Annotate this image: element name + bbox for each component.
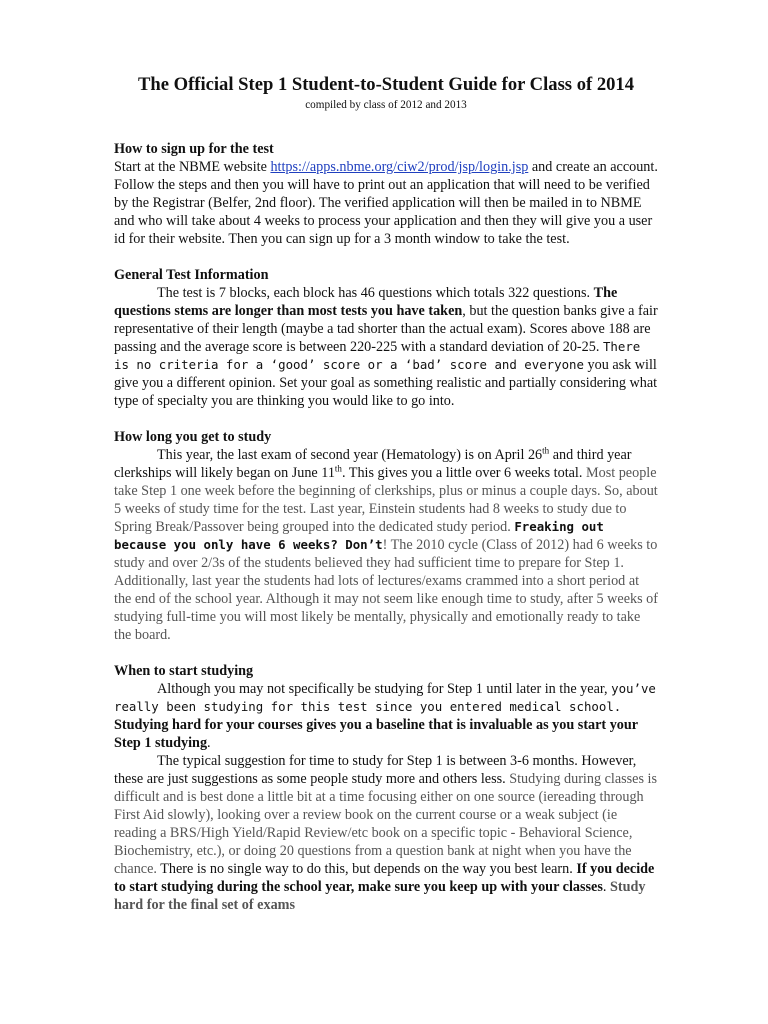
section-heading: How to sign up for the test <box>114 141 274 157</box>
text-run: , but the question banks give a fair representative of their length (maybe a tad shorter than the actual exam). Scores above 188 are passing and the average score is between 220-225 with a standard deviation of 20-25. <box>114 303 658 355</box>
text-run: . <box>602 879 610 895</box>
nbme-login-link[interactable]: https://apps.nbme.org/ciw2/prod/jsp/login.jsp <box>270 159 529 175</box>
text-run: The test is 7 blocks, each block has 46 questions which totals 322 questions. <box>157 285 594 301</box>
superscript: th <box>542 445 550 456</box>
text-run: This year, the last exam of second year (Hematology) is on April 26 <box>157 447 543 463</box>
text-run: . <box>207 735 211 751</box>
section-heading: When to start studying <box>114 663 254 679</box>
mono-text: you’ve really been studying for this test since you entered medical school. <box>114 681 656 714</box>
section-heading: General Test Information <box>114 267 269 283</box>
text-run: and third year clerkships will likely began on June 11 <box>114 447 632 481</box>
text-run: Although you may not specifically be studying for Step 1 until later in the year, <box>157 681 612 697</box>
text-run: you ask will give you a different opinion. Set your goal as something realistic and partially considering what type of specialty you are thinking you would like to go into. <box>114 357 658 409</box>
mono-text: There is no criteria for a ‘good’ score or a ‘bad’ score and everyone <box>114 339 641 372</box>
text-run: . This gives you a little over 6 weeks total. <box>341 465 586 481</box>
gray-bold-text: Study hard for the final set of exams <box>114 879 646 913</box>
section-general-info <box>114 266 658 410</box>
section-study-length <box>114 428 658 644</box>
gray-text: Most people take Step 1 one week before the beginning of clerkships, plus or minus a couple days. So, about 5 weeks of study time for the test. Last year, Einstein students had 8 weeks to study due to Spring Break/Passover being grouped into the dedicated study period. <box>114 465 658 535</box>
text-run: and create an account. Follow the steps and then you will have to print out an application that will need to be verified by the Registrar (Belfer, 2nd floor). The verified application will then be mailed in to NBME and who will take about 4 weeks to process your application and then they will give you a user id for their website. Then you can sign up for a 3 month window to take the test. <box>114 159 658 247</box>
text-run: Start at the NBME website <box>114 159 271 175</box>
section-paragraph <box>114 284 658 410</box>
text-run: There is no single way to do this, but depends on the way you best learn. <box>156 861 577 877</box>
text-run: The typical suggestion for time to study for Step 1 is between 3-6 months. However, these are just suggestions as some people study more and others less. <box>114 753 637 787</box>
section-when-to-start <box>114 662 658 914</box>
section-paragraph <box>114 446 658 644</box>
superscript: th <box>334 463 342 474</box>
gray-text: ! The 2010 cycle (Class of 2012) had 6 weeks to study and over 2/3s of the students believed they had sufficient time to prepare for Step 1. Additionally, last year the students had lots of lectures/exams crammed into a short period at the end of the school year. Although it may not seem like enough time to study, after 5 weeks of studying full-time you will most likely be mentally, physically and emotionally ready to take the board. <box>114 537 658 643</box>
section-paragraph <box>114 680 658 752</box>
bold-text: If you decide to start studying during the school year, make sure you keep up with your classes <box>114 861 655 895</box>
section-paragraph <box>114 752 658 914</box>
bold-text: Studying hard for your courses gives you a baseline that is invaluable as you start your Step 1 studying <box>114 717 638 751</box>
mono-bold-text: Freaking out because you only have 6 weeks? Don’t <box>114 519 604 552</box>
document-title: The Official Step 1 Student-to-Student Guide for Class of 2014 <box>137 74 635 95</box>
document-subtitle: compiled by class of 2012 and 2013 <box>305 99 467 111</box>
section-paragraph <box>114 158 658 248</box>
gray-text: Studying during classes is difficult and is best done a little bit at a time focusing either on one source (iereading through First Aid slowly), looking over a review book on the current course or a weak subject (ie reading a BRS/High Yield/Rapid Review/etc book on a specific topic - Behavioral Science, Biochemistry, etc.), or doing 20 questions from a question bank at night when you have the chance. <box>114 771 658 877</box>
bold-text: The questions stems are longer than most tests you have taken <box>114 285 618 319</box>
section-heading: How long you get to study <box>114 429 272 445</box>
section-sign-up <box>114 140 658 248</box>
